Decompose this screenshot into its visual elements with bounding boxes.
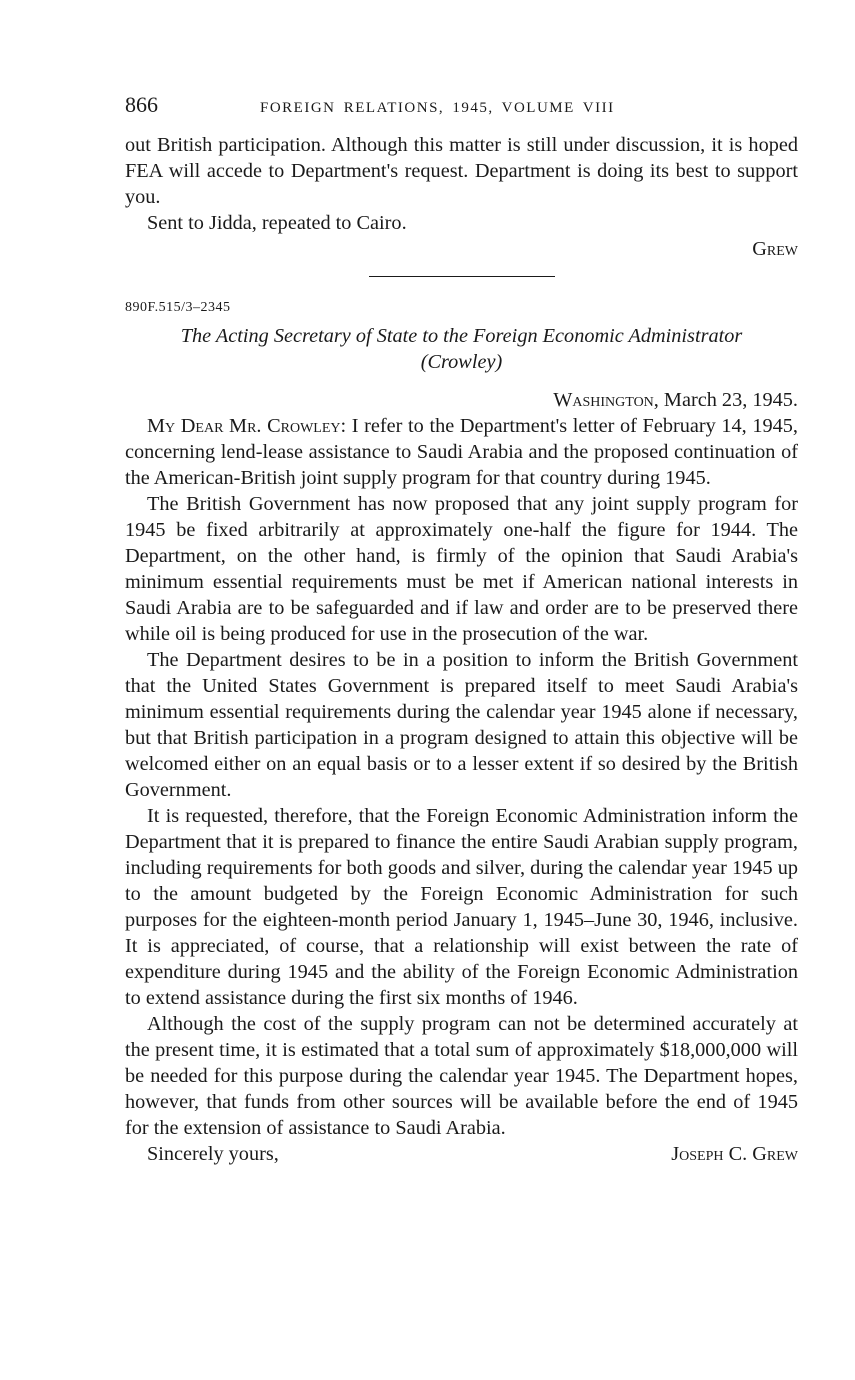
routing-note: Sent to Jidda, repeated to Cairo. [147,212,407,234]
document-title-line-1: The Acting Secretary of State to the Foreign Economic Administrator [180,325,743,347]
letter-closing [125,1141,798,1167]
letter-signature: Joseph C. Grew [671,1143,798,1165]
letter-paragraph-3: The Department desires to be in a position to inform the British Government that the United States Government is prepared itself to meet Saudi Arabia's minimum essential requirements during the calendar year 1945 alone if necessary, but that British participation in a program designed to attain this objective will be welcomed either on an equal basis or to a lesser extent if so desired by the British Government. [125,649,798,801]
letter-paragraph-2: The British Government has now proposed that any joint supply program for 1945 be fixed arbitrarily at approximately one-half the figure for 1944. The Department, on the other hand, is firmly of the opinion that Saudi Arabia's minimum essential requirements must be met if American national interests in Saudi Arabia are to be safeguarded and if law and order are to be preserved there while oil is being produced for use in the prosecution of the war. [125,493,798,645]
running-header [125,92,798,122]
letter-paragraph-5: Although the cost of the supply program can not be determined accurately at the present time, it is estimated that a total sum of approximately $18,000,000 will be needed for this purpose during the calendar year 1945. The Department hopes, however, that funds from other sources will be available before the end of 1945 for the extension of assistance to Saudi Arabia. [125,1013,798,1139]
dateline [125,387,798,413]
paragraph-1-text: I refer to the Department's letter of February 14, 1945, concerning lend-lease assistance to Saudi Arabia and the proposed continuation of the American-British joint supply program for that country during 1945. [125,415,799,489]
continuation-paragraph: out British participation. Although this matter is still under discussion, it is hoped FEA will accede to Department's request. Department is doing its best to support you. [125,134,798,208]
running-title: FOREIGN RELATIONS, 1945, VOLUME VIII [260,100,615,116]
section-divider [369,276,555,277]
letter-paragraph-4: It is requested, therefore, that the Foreign Economic Administration inform the Department that it is prepared to finance the entire Saudi Arabian supply program, including requirements for both goods and silver, during the calendar year 1945 up to the amount budgeted by the Foreign Economic Administration for such purposes for the eighteen-month period January 1, 1945–June 30, 1946, inclusive. It is appreciated, of course, that a relationship will exist between the rate of expenditure during 1945 and the ability of the Foreign Economic Administration to extend assistance during the first six months of 1946. [125,805,798,1009]
file-number: 890F.515/3–2345 [125,300,231,315]
page-number: 866 [125,92,158,117]
previous-signature: Grew [752,238,798,260]
closing-phrase: Sincerely yours, [147,1143,279,1165]
salutation: My Dear Mr. Crowley: [147,415,347,437]
document-page [125,92,798,1167]
document-title-line-2: (Crowley) [420,351,503,373]
letter-paragraph-1 [125,413,798,491]
document-title [125,323,798,375]
dateline-place: Washington, [553,389,659,411]
dateline-date: March 23, 1945. [658,389,798,411]
